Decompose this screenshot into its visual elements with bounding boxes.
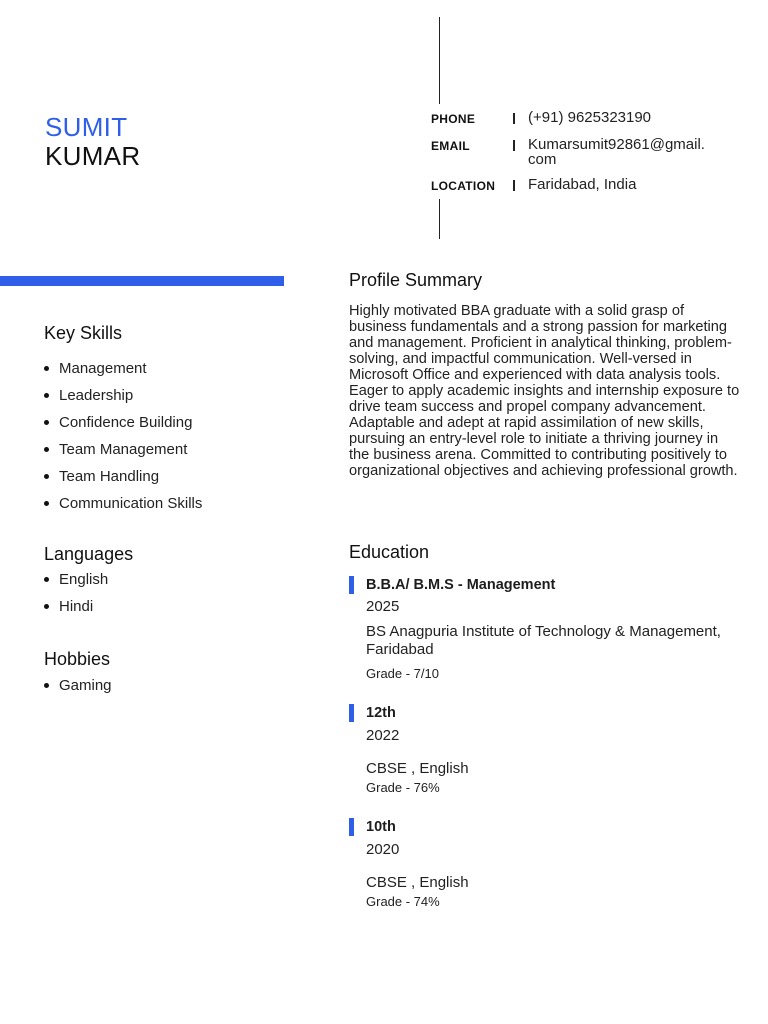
location-label: LOCATION <box>431 179 496 193</box>
profile-summary-text: Highly motivated BBA graduate with a solid grasp of business fundamentals and a strong passion for marketing and management. Proficient in analytical thinking, problem-solving, and impactful communication. Well-versed in Microsoft Office and experienced with data analysis tools. Eager to apply academic insights and internship exposure to drive team success and propel company advancement. Adaptable and adept at rapid assimilation of new skills, pursuing an entry-level role to initiate a thriving journey in the business arena. Committed to contributing positively to organizational objectives and achieving professional growth. <box>349 303 740 479</box>
education-grade: Grade - 7/10 <box>366 666 439 681</box>
education-institution: BS Anagpuria Institute of Technology & Management, Faridabad <box>366 623 721 658</box>
email-label: EMAIL <box>431 139 470 153</box>
education-title: Education <box>349 542 430 562</box>
list-item: English <box>44 571 108 598</box>
bullet-icon <box>44 474 49 479</box>
phone-label: PHONE <box>431 112 476 126</box>
list-item: Leadership <box>44 387 202 414</box>
education-marker <box>349 818 354 836</box>
hobbies-title: Hobbies <box>44 649 111 669</box>
list-item: Team Handling <box>44 468 202 495</box>
education-year: 2022 <box>366 727 400 744</box>
contact-divider-bottom <box>439 199 440 239</box>
education-year: 2025 <box>366 598 400 615</box>
location-separator <box>513 180 515 191</box>
phone-separator <box>513 113 515 124</box>
hobbies-list <box>44 677 112 704</box>
education-grade: Grade - 76% <box>366 780 440 795</box>
education-institution: CBSE , English <box>366 874 469 891</box>
profile-summary-title: Profile Summary <box>349 270 483 290</box>
last-name: KUMAR <box>45 141 141 171</box>
languages-list <box>44 571 108 625</box>
list-item: Confidence Building <box>44 414 202 441</box>
list-item: Team Management <box>44 441 202 468</box>
bullet-icon <box>44 447 49 452</box>
education-year: 2020 <box>366 841 400 858</box>
accent-bar <box>0 276 284 286</box>
bullet-icon <box>44 577 49 582</box>
email-line-2: com <box>528 151 557 168</box>
phone-value: (+91) 9625323190 <box>528 109 652 126</box>
email-line-1: Kumarsumit92861@gmail. <box>528 136 705 153</box>
bullet-icon <box>44 683 49 688</box>
languages-title: Languages <box>44 544 134 564</box>
bullet-icon <box>44 604 49 609</box>
education-marker <box>349 704 354 722</box>
education-degree: B.B.A/ B.M.S - Management <box>366 577 556 593</box>
bullet-icon <box>44 393 49 398</box>
bullet-icon <box>44 366 49 371</box>
education-degree: 10th <box>366 819 396 835</box>
key-skills-list <box>44 360 202 522</box>
list-item: Gaming <box>44 677 112 704</box>
list-item: Management <box>44 360 202 387</box>
education-degree: 12th <box>366 705 396 721</box>
location-value: Faridabad, India <box>528 176 637 193</box>
list-item: Communication Skills <box>44 495 202 522</box>
education-institution: CBSE , English <box>366 760 469 777</box>
bullet-icon <box>44 420 49 425</box>
first-name: SUMIT <box>45 112 128 142</box>
key-skills-title: Key Skills <box>44 323 123 343</box>
list-item: Hindi <box>44 598 108 625</box>
email-separator <box>513 140 515 151</box>
education-marker <box>349 576 354 594</box>
email-value <box>528 137 728 167</box>
education-grade: Grade - 74% <box>366 894 440 909</box>
contact-divider-top <box>439 17 440 104</box>
bullet-icon <box>44 501 49 506</box>
